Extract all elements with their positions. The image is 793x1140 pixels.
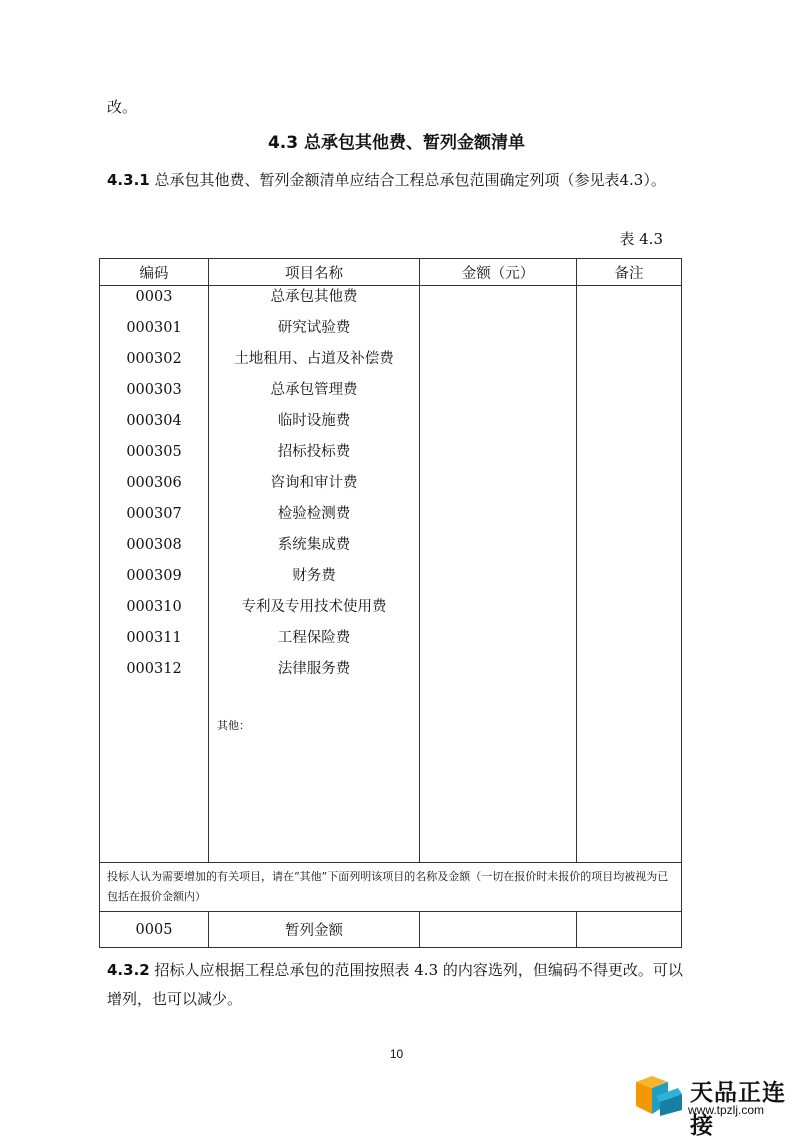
item-name-cell: 咨询和审计费	[270, 475, 358, 491]
other-label: 其他：	[217, 719, 250, 732]
item-name-cell: 财务费	[292, 568, 336, 584]
amount-column	[420, 286, 577, 863]
item-name-cell: 暂列金额	[209, 912, 420, 948]
item-name-cell: 法律服务费	[277, 661, 351, 677]
code-column	[100, 286, 209, 863]
item-name-cell: 检验检测费	[277, 506, 351, 522]
table-caption: 表 4.3	[619, 230, 663, 248]
paragraph-4-3-2	[107, 956, 687, 1014]
item-name-column	[209, 286, 420, 863]
item-name-cell: 工程保险费	[277, 630, 351, 646]
code-cell: 000303	[126, 382, 182, 398]
clause-number: 4.3.1	[107, 171, 150, 189]
remarks-cell	[577, 912, 682, 948]
table-header-row	[100, 259, 682, 286]
header-amount: 金额（元）	[420, 259, 577, 286]
code-cell: 000312	[126, 661, 182, 677]
table-body-row	[100, 286, 682, 863]
code-cell: 000301	[126, 320, 182, 336]
clause-number: 4.3.2	[107, 961, 150, 979]
header-item-name: 项目名称	[209, 259, 420, 286]
code-cell: 000302	[126, 351, 182, 367]
site-watermark	[632, 1074, 792, 1139]
item-name-cell: 临时设施费	[277, 413, 351, 429]
table-note-row	[100, 863, 682, 912]
cube-logo-icon	[632, 1074, 686, 1118]
clause-text: 总承包其他费、暂列金额清单应结合工程总承包范围确定列项（参见表4.3）。	[149, 171, 666, 189]
code-cell: 000311	[126, 630, 182, 646]
item-name-cell: 专利及专用技术使用费	[241, 599, 387, 615]
code-cell: 000307	[126, 506, 182, 522]
item-name-cell: 总承包其他费	[270, 289, 358, 305]
watermark-url: www.tpzlj.com	[688, 1103, 765, 1117]
paragraph-4-3-1	[107, 165, 677, 196]
header-code: 编码	[100, 259, 209, 286]
table-note: 投标人认为需要增加的有关项目，请在“其他”下面列明该项目的名称及金额（一切在报价时未报价的项目均被视为已包括在报价金额内）	[100, 863, 682, 912]
other-fees-table	[99, 258, 682, 948]
section-heading: 4.3 总承包其他费、暂列金额清单	[267, 133, 526, 153]
amount-cell	[420, 912, 577, 948]
code-cell: 000306	[126, 475, 182, 491]
code-cell: 0003	[135, 289, 173, 305]
item-name-cell: 研究试验费	[277, 320, 351, 336]
watermark-name: 天品正连接	[690, 1080, 786, 1139]
remarks-column	[577, 286, 682, 863]
code-cell: 0005	[100, 912, 209, 948]
code-cell: 000305	[126, 444, 182, 460]
code-cell: 000304	[126, 413, 182, 429]
item-name-cell: 系统集成费	[277, 537, 351, 553]
header-remarks: 备注	[577, 259, 682, 286]
code-cell: 000308	[126, 537, 182, 553]
clause-text: 招标人应根据工程总承包的范围按照表 4.3 的内容选列，但编码不得更改。可以增列，也可以减少。	[107, 961, 683, 1008]
table-last-row	[100, 912, 682, 948]
page-number: 10	[389, 1047, 404, 1061]
item-name-cell: 招标投标费	[277, 444, 351, 460]
item-name-cell: 土地租用、占道及补偿费	[234, 351, 394, 367]
code-cell: 000309	[126, 568, 182, 584]
previous-text-fragment: 改。	[107, 98, 138, 116]
item-name-cell: 总承包管理费	[270, 382, 358, 398]
code-cell: 000310	[126, 599, 182, 615]
